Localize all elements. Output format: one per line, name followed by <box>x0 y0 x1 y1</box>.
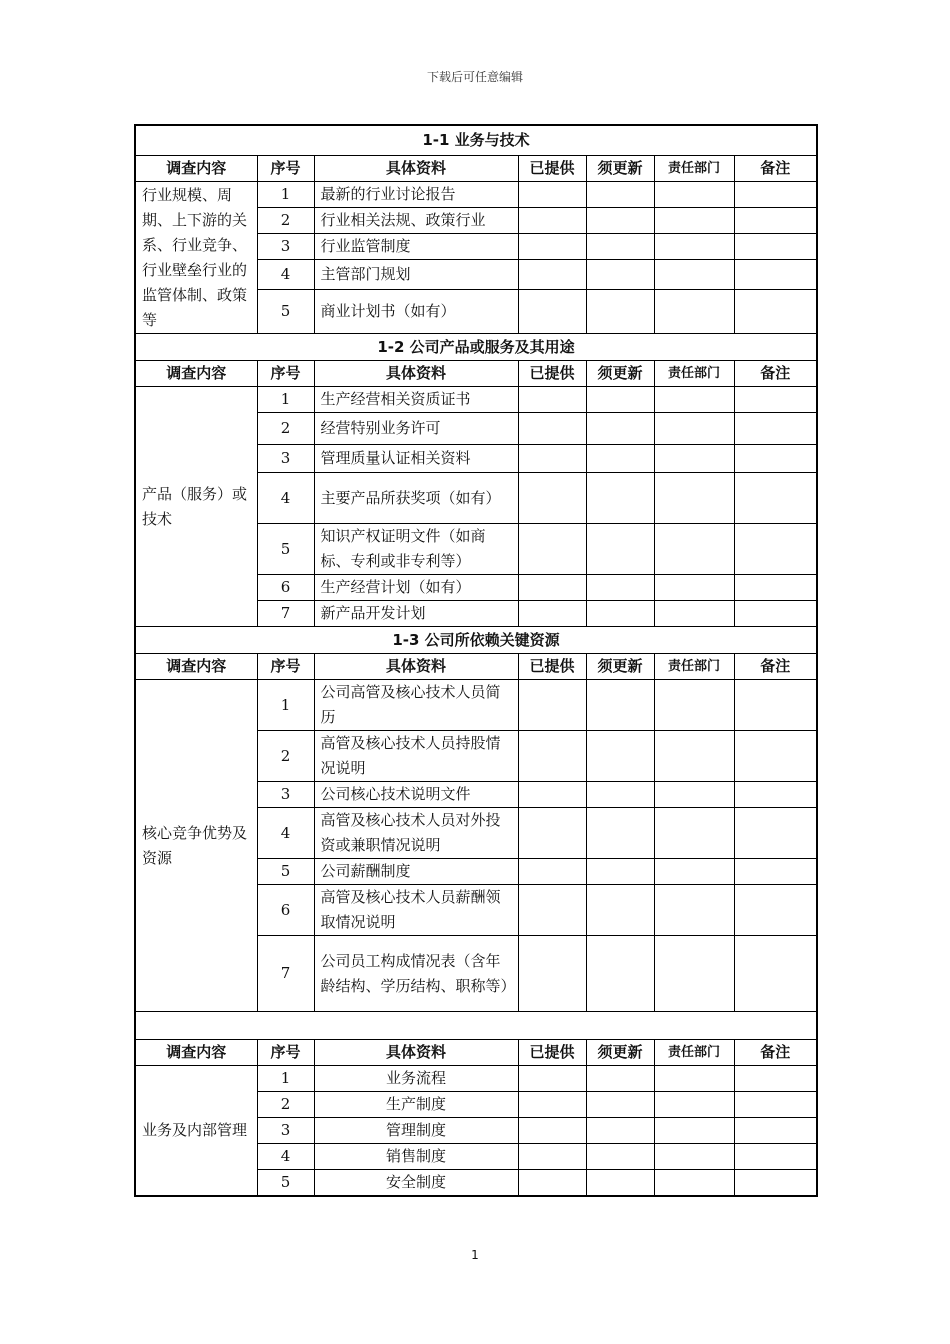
update-cell[interactable] <box>586 885 654 936</box>
category-cell: 业务及内部管理 <box>135 1066 257 1197</box>
empty-section-title <box>135 1012 817 1040</box>
update-cell[interactable] <box>586 936 654 1012</box>
update-cell[interactable] <box>586 575 654 601</box>
section-title-row <box>135 125 817 156</box>
remark-cell[interactable] <box>734 575 817 601</box>
item-cell: 安全制度 <box>314 1170 518 1197</box>
update-cell[interactable] <box>586 260 654 290</box>
provided-cell[interactable] <box>518 731 586 782</box>
provided-cell[interactable] <box>518 234 586 260</box>
provided-cell[interactable] <box>518 601 586 627</box>
department-cell[interactable] <box>654 208 734 234</box>
item-cell: 生产经营相关资质证书 <box>314 387 518 413</box>
update-cell[interactable] <box>586 1092 654 1118</box>
remark-cell[interactable] <box>734 387 817 413</box>
seq-cell: 4 <box>257 1144 314 1170</box>
provided-cell[interactable] <box>518 1144 586 1170</box>
item-cell: 高管及核心技术人员薪酬领取情况说明 <box>314 885 518 936</box>
provided-cell[interactable] <box>518 1092 586 1118</box>
update-cell[interactable] <box>586 387 654 413</box>
department-cell[interactable] <box>654 260 734 290</box>
provided-cell[interactable] <box>518 208 586 234</box>
department-cell[interactable] <box>654 413 734 445</box>
provided-cell[interactable] <box>518 1066 586 1092</box>
provided-cell[interactable] <box>518 575 586 601</box>
update-cell[interactable] <box>586 473 654 524</box>
remark-cell[interactable] <box>734 260 817 290</box>
seq-cell: 3 <box>257 445 314 473</box>
remark-cell[interactable] <box>734 290 817 334</box>
item-cell: 知识产权证明文件（如商标、专利或非专利等） <box>314 524 518 575</box>
provided-cell[interactable] <box>518 260 586 290</box>
department-cell[interactable] <box>654 885 734 936</box>
header-remark: 备注 <box>734 1040 817 1066</box>
seq-cell: 1 <box>257 680 314 731</box>
seq-cell: 6 <box>257 885 314 936</box>
department-cell[interactable] <box>654 1118 734 1144</box>
seq-cell: 7 <box>257 936 314 1012</box>
update-cell[interactable] <box>586 182 654 208</box>
remark-cell[interactable] <box>734 1066 817 1092</box>
table-row <box>135 680 817 731</box>
table-row <box>135 387 817 413</box>
seq-cell: 3 <box>257 234 314 260</box>
remark-cell[interactable] <box>734 182 817 208</box>
item-cell: 公司高管及核心技术人员简历 <box>314 680 518 731</box>
header-remark: 备注 <box>734 654 817 680</box>
department-cell[interactable] <box>654 731 734 782</box>
seq-cell: 2 <box>257 731 314 782</box>
item-cell: 公司员工构成情况表（含年龄结构、学历结构、职称等） <box>314 936 518 1012</box>
department-cell[interactable] <box>654 182 734 208</box>
seq-cell: 5 <box>257 524 314 575</box>
seq-cell: 5 <box>257 290 314 334</box>
remark-cell[interactable] <box>734 782 817 808</box>
header-department: 责任部门 <box>654 654 734 680</box>
remark-cell[interactable] <box>734 808 817 859</box>
provided-cell[interactable] <box>518 859 586 885</box>
column-header-row <box>135 156 817 182</box>
header-provided: 已提供 <box>518 361 586 387</box>
table-row <box>135 182 817 208</box>
update-cell[interactable] <box>586 680 654 731</box>
update-cell[interactable] <box>586 1170 654 1197</box>
section-title: 1-3 公司所依赖关键资源 <box>135 627 817 654</box>
provided-cell[interactable] <box>518 290 586 334</box>
seq-cell: 2 <box>257 413 314 445</box>
header-content: 调查内容 <box>135 1040 257 1066</box>
header-provided: 已提供 <box>518 156 586 182</box>
header-update: 须更新 <box>586 361 654 387</box>
header-item: 具体资料 <box>314 654 518 680</box>
remark-cell[interactable] <box>734 413 817 445</box>
update-cell[interactable] <box>586 290 654 334</box>
item-cell: 新产品开发计划 <box>314 601 518 627</box>
header-content: 调查内容 <box>135 156 257 182</box>
provided-cell[interactable] <box>518 524 586 575</box>
remark-cell[interactable] <box>734 473 817 524</box>
item-cell: 商业计划书（如有） <box>314 290 518 334</box>
seq-cell: 4 <box>257 260 314 290</box>
table-row <box>135 1066 817 1092</box>
header-department: 责任部门 <box>654 361 734 387</box>
item-cell: 公司核心技术说明文件 <box>314 782 518 808</box>
seq-cell: 2 <box>257 208 314 234</box>
remark-cell[interactable] <box>734 1144 817 1170</box>
update-cell[interactable] <box>586 782 654 808</box>
department-cell[interactable] <box>654 387 734 413</box>
department-cell[interactable] <box>654 601 734 627</box>
remark-cell[interactable] <box>734 601 817 627</box>
update-cell[interactable] <box>586 524 654 575</box>
update-cell[interactable] <box>586 208 654 234</box>
header-update: 须更新 <box>586 654 654 680</box>
header-remark: 备注 <box>734 361 817 387</box>
remark-cell[interactable] <box>734 731 817 782</box>
item-cell: 公司薪酬制度 <box>314 859 518 885</box>
header-provided: 已提供 <box>518 1040 586 1066</box>
remark-cell[interactable] <box>734 234 817 260</box>
update-cell[interactable] <box>586 445 654 473</box>
seq-cell: 1 <box>257 1066 314 1092</box>
provided-cell[interactable] <box>518 885 586 936</box>
item-cell: 生产经营计划（如有） <box>314 575 518 601</box>
section-title-row <box>135 334 817 361</box>
seq-cell: 4 <box>257 808 314 859</box>
provided-cell[interactable] <box>518 445 586 473</box>
provided-cell[interactable] <box>518 936 586 1012</box>
column-header-row <box>135 654 817 680</box>
update-cell[interactable] <box>586 1066 654 1092</box>
department-cell[interactable] <box>654 445 734 473</box>
update-cell[interactable] <box>586 413 654 445</box>
remark-cell[interactable] <box>734 445 817 473</box>
department-cell[interactable] <box>654 859 734 885</box>
header-provided: 已提供 <box>518 654 586 680</box>
item-cell: 业务流程 <box>314 1066 518 1092</box>
item-cell: 最新的行业讨论报告 <box>314 182 518 208</box>
category-cell: 行业规模、周期、上下游的关系、行业竞争、行业壁垒行业的监管体制、政策等 <box>135 182 257 334</box>
remark-cell[interactable] <box>734 885 817 936</box>
seq-cell: 3 <box>257 782 314 808</box>
page-number: 1 <box>471 1248 479 1262</box>
header-update: 须更新 <box>586 156 654 182</box>
header-content: 调查内容 <box>135 361 257 387</box>
seq-cell: 2 <box>257 1092 314 1118</box>
header-seq: 序号 <box>257 654 314 680</box>
provided-cell[interactable] <box>518 1170 586 1197</box>
header-item: 具体资料 <box>314 1040 518 1066</box>
section-title: 1-1 业务与技术 <box>135 125 817 156</box>
header-remark: 备注 <box>734 156 817 182</box>
department-cell[interactable] <box>654 782 734 808</box>
item-cell: 高管及核心技术人员持股情况说明 <box>314 731 518 782</box>
header-department: 责任部门 <box>654 1040 734 1066</box>
update-cell[interactable] <box>586 859 654 885</box>
remark-cell[interactable] <box>734 1092 817 1118</box>
seq-cell: 5 <box>257 859 314 885</box>
seq-cell: 4 <box>257 473 314 524</box>
department-cell[interactable] <box>654 808 734 859</box>
category-cell: 核心竞争优势及资源 <box>135 680 257 1012</box>
department-cell[interactable] <box>654 234 734 260</box>
department-cell[interactable] <box>654 1144 734 1170</box>
department-cell[interactable] <box>654 680 734 731</box>
section-title-row <box>135 627 817 654</box>
provided-cell[interactable] <box>518 182 586 208</box>
remark-cell[interactable] <box>734 524 817 575</box>
item-cell: 行业监管制度 <box>314 234 518 260</box>
item-cell: 销售制度 <box>314 1144 518 1170</box>
section-title-row <box>135 1012 817 1040</box>
item-cell: 管理制度 <box>314 1118 518 1144</box>
update-cell[interactable] <box>586 601 654 627</box>
department-cell[interactable] <box>654 473 734 524</box>
provided-cell[interactable] <box>518 413 586 445</box>
item-cell: 主要产品所获奖项（如有） <box>314 473 518 524</box>
provided-cell[interactable] <box>518 1118 586 1144</box>
item-cell: 行业相关法规、政策行业 <box>314 208 518 234</box>
seq-cell: 5 <box>257 1170 314 1197</box>
header-item: 具体资料 <box>314 361 518 387</box>
column-header-row <box>135 361 817 387</box>
department-cell[interactable] <box>654 1092 734 1118</box>
header-seq: 序号 <box>257 361 314 387</box>
seq-cell: 1 <box>257 182 314 208</box>
page-header: 下载后可任意编辑 <box>426 70 523 84</box>
remark-cell[interactable] <box>734 208 817 234</box>
provided-cell[interactable] <box>518 782 586 808</box>
column-header-row <box>135 1040 817 1066</box>
provided-cell[interactable] <box>518 808 586 859</box>
update-cell[interactable] <box>586 808 654 859</box>
remark-cell[interactable] <box>734 1170 817 1197</box>
header-seq: 序号 <box>257 1040 314 1066</box>
section-title: 1-2 公司产品或服务及其用途 <box>135 334 817 361</box>
seq-cell: 3 <box>257 1118 314 1144</box>
seq-cell: 7 <box>257 601 314 627</box>
department-cell[interactable] <box>654 1170 734 1197</box>
provided-cell[interactable] <box>518 387 586 413</box>
department-cell[interactable] <box>654 290 734 334</box>
department-cell[interactable] <box>654 524 734 575</box>
header-seq: 序号 <box>257 156 314 182</box>
department-cell[interactable] <box>654 936 734 1012</box>
department-cell[interactable] <box>654 1066 734 1092</box>
seq-cell: 1 <box>257 387 314 413</box>
update-cell[interactable] <box>586 234 654 260</box>
header-item: 具体资料 <box>314 156 518 182</box>
item-cell: 管理质量认证相关资料 <box>314 445 518 473</box>
seq-cell: 6 <box>257 575 314 601</box>
provided-cell[interactable] <box>518 680 586 731</box>
due-diligence-table <box>134 124 818 1197</box>
remark-cell[interactable] <box>734 680 817 731</box>
header-content: 调查内容 <box>135 654 257 680</box>
update-cell[interactable] <box>586 1118 654 1144</box>
remark-cell[interactable] <box>734 936 817 1012</box>
header-department: 责任部门 <box>654 156 734 182</box>
update-cell[interactable] <box>586 731 654 782</box>
item-cell: 生产制度 <box>314 1092 518 1118</box>
remark-cell[interactable] <box>734 859 817 885</box>
item-cell: 高管及核心技术人员对外投资或兼职情况说明 <box>314 808 518 859</box>
department-cell[interactable] <box>654 575 734 601</box>
remark-cell[interactable] <box>734 1118 817 1144</box>
category-cell: 产品（服务）或技术 <box>135 387 257 627</box>
update-cell[interactable] <box>586 1144 654 1170</box>
header-update: 须更新 <box>586 1040 654 1066</box>
item-cell: 主管部门规划 <box>314 260 518 290</box>
provided-cell[interactable] <box>518 473 586 524</box>
item-cell: 经营特别业务许可 <box>314 413 518 445</box>
